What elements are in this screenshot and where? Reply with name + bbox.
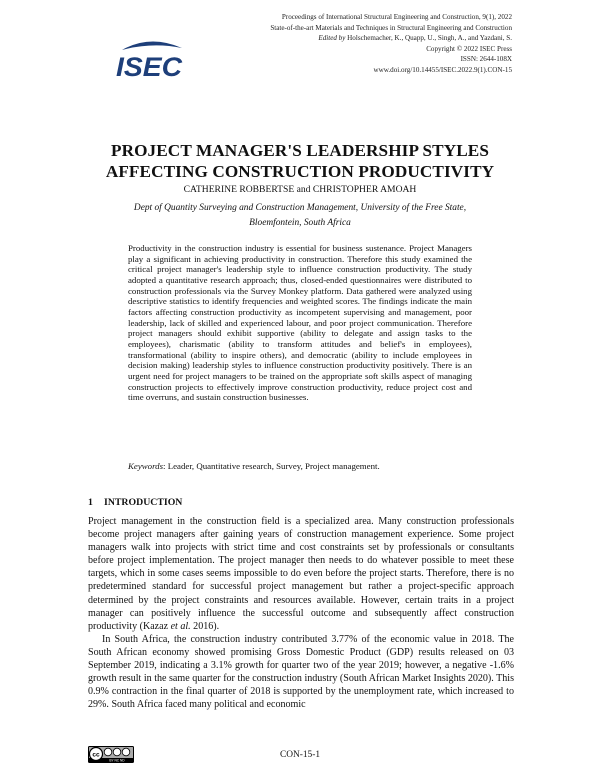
para1-etal: et al.: [170, 620, 191, 632]
editor-names: Holschemacher, K., Quapp, U., Singh, A., and Yazdani, S.: [347, 34, 512, 42]
keywords: [128, 461, 472, 471]
paragraph: In South Africa, the construction industry contributed 3.77% of the economic value in 2018. The South African economy showed promising Gross Domestic Product (GDP) results released on 03 September 2019, indicating a 3.1% growth for quarter two of the year 2019; however, a negative -1.6% growth result in the same quarter for the construction industry (South African Market Insights 2020). This 0.9% contraction in the final quarter of 2018 is supported by the unemployment rate, which increased to 29%. South Africa faced many political and economic: [88, 633, 514, 711]
para1-text: Project management in the construction field is a specialized area. Many construction professionals become project managers after gaining years of construction management experience. Some project managers walk into projects with strict time and cost constraints set by professionals or consultants before project implementation. The project manager then needs to do whatever possible to meet these targets, which in some cases seems impossible to do even before the project starts. Therefore, there is no predetermined standard for successful project management but rather a project-specific approach determined by the project constraints and resources available. However, certain traits in a project manager can positively influence the successful outcome and subsequently affect construction productivity (Kazaz: [88, 516, 514, 632]
affiliation: [0, 201, 600, 231]
section-title: INTRODUCTION: [104, 497, 183, 508]
cc-icon-text: cc: [92, 751, 100, 759]
body-text: [88, 515, 514, 711]
header-doi[interactable]: www.doi.org/10.14455/ISEC.2022.9(1).CON-15: [373, 65, 512, 74]
paper-title: [0, 140, 600, 182]
title-line: AFFECTING CONSTRUCTION PRODUCTIVITY: [105, 162, 495, 181]
logo-text: ISEC: [116, 52, 183, 82]
title-line: PROJECT MANAGER'S LEADERSHIP STYLES: [110, 141, 490, 160]
affiliation-line: Bloemfontein, South Africa: [249, 218, 351, 228]
abstract: Productivity in the construction industry is essential for business sustenance. Project Managers play a significant in achieving productivity in construction. Therefore this study examined the critical project manager's leadership style to influence construction productivity. The study adopted a quantitative research approach; thus, closed-ended questionnaires were distributed to construction professionals via the Survey Monkey platform. Data gathered were analyzed using descriptive statistics to identify frequencies and weighted scores. The findings indicate the main factors affecting construction productivity as incompetent supervising and management, poor leadership, lack of skilled and experienced labour, and poor project communication. Therefore project managers should exhibit supportive (ability to delegate and assign tasks to the employees), charismatic (ability to transform attitudes and belief's in employees), transformational (ability to inspire others), and democratic (ability to include employees in decision making) leadership styles to influence construction productivity positively. There is an urgent need for project managers to be trained on the appropriate soft skills aspect of managing construction projects to effectively improve construction productivity, reduce project cost and time overruns, and sustain construction businesses.: [128, 243, 472, 403]
keywords-label: Keywords: [128, 461, 164, 471]
section-number: 1: [88, 497, 93, 508]
affiliation-line: Dept of Quantity Surveying and Construction Management, University of the Free State,: [133, 203, 467, 213]
page-number: CON-15-1: [279, 750, 321, 760]
paragraph: [88, 515, 514, 633]
authors: CATHERINE ROBBERTSE and CHRISTOPHER AMOAH: [183, 184, 417, 195]
publication-header: [112, 12, 512, 75]
keywords-text: : Leader, Quantitative research, Survey, Project management.: [163, 461, 380, 471]
license-terms: BY NC ND: [109, 758, 125, 763]
header-line: Proceedings of International Structural Engineering and Construction, 9(1), 2022: [281, 13, 512, 21]
header-editors: [112, 33, 512, 44]
section-heading: [88, 497, 182, 508]
header-issn: ISSN: 2644-108X: [460, 55, 512, 63]
edited-by-label: Edited by: [318, 34, 346, 42]
header-line: State-of-the-art Materials and Techniques in Structural Engineering and Construction: [270, 23, 512, 32]
para1-end: 2016).: [190, 620, 220, 632]
header-copyright: Copyright © 2022 ISEC Press: [426, 44, 512, 53]
